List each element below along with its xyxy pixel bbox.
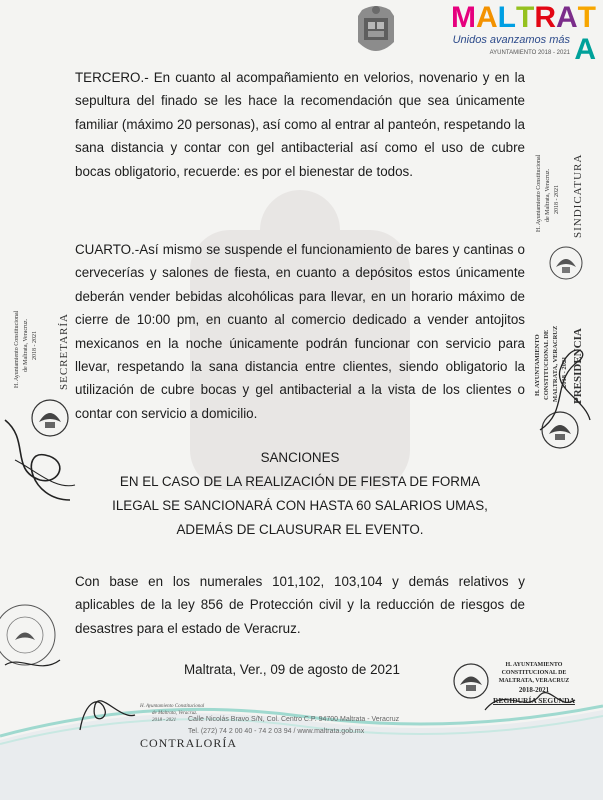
sanciones-line: EN EL CASO DE LA REALIZACIÓN DE FIESTA DE FORMA [119,474,481,489]
stamp-secretaria-text: de Maltrata, Veracruz. [23,318,29,372]
brand-letter: A [574,33,596,66]
footer-contact: Tel. (272) 74 2 00 40 - 74 2 03 94 / www.maltrata.gob.mx [188,728,365,735]
stamp-contraloria-text: 2018 - 2021 [152,718,177,723]
municipal-crest-icon [352,2,400,60]
stamp-sindicatura-text: de Maltrata, Veracruz. [545,168,551,222]
brand-letter: T [516,1,535,34]
stamp-contraloria-text: de Maltrata, Veracruz. [152,711,198,716]
sanciones-line: ILEGAL SE SANCIONARÁ CON HASTA 60 SALARIOS UMAS, [112,498,488,513]
brand-letter: L [497,1,516,34]
stamp-contraloria-dept: CONTRALORÍA [140,736,237,750]
brand-letter: T [577,1,596,34]
signature-mark [530,330,600,450]
stamp-presidencia-text: 2018 - 2021 [561,356,568,388]
footer-address: Calle Nicolás Bravo S/N, Col. Centro C.P. 94700 Maltrata - Veracruz [188,716,400,723]
brand-letter: M [451,1,476,34]
stamp-regiduria-text: H. AYUNTAMIENTO [505,662,563,668]
logo-period: AYUNTAMIENTO 2018 - 2021 [489,50,570,56]
stamp-presidencia-text: MALTRATA, VERACRUZ [552,325,559,402]
brand-letter: A [476,1,498,34]
stamp-regiduria-text: 2018-2021 [518,686,550,694]
stamp-presidencia-text: H. AYUNTAMIENTO [534,334,541,396]
stamp-regiduria-text: MALTRATA, VERACRUZ [498,678,570,684]
partial-seal-mark [0,585,70,685]
paragraph-cuarto: CUARTO.-Así mismo se suspende el funcionamiento de bares y cantinas o cervecerías y salones de fiesta, en cuanto a depósitos estos únicamente deberán vender bebidas alcohólicas para llevar, en un horario máximo de cierre de 10:00 pm, en cuanto al comercio dedicado a vender antojitos mexicanos en la noche únicamente podrán funcionar con servicio para llevar, respetando la sana distancia entre clientes, siendo obligatorio la utilización de cubre bocas y gel antibacterial a la vista de los clientes o contar con servicio a domicilio. [75,242,525,421]
sanciones-line: ADEMÁS DE CLAUSURAR EL EVENTO. [176,522,424,537]
stamp-sindicatura-text: H. Ayuntamiento Constitucional [536,154,542,232]
stamp-sindicatura-dept: SINDICATURA [572,153,584,238]
brand-letter: R [534,1,556,34]
stamp-secretaria-text: 2018 - 2021 [32,331,38,360]
document-date: Maltrata, Ver., 09 de agosto de 2021 [184,662,400,677]
eagle-seal-icon [548,245,584,281]
stamp-presidencia-dept: PRESIDENCIA [572,328,584,404]
signature-mark [70,690,140,740]
stamp-regiduria-text: CONSTITUCIONAL DE [501,670,567,676]
logo-slogan: Unidos avanzamos más [452,34,570,46]
paragraph-tercero: TERCERO.- En cuanto al acompañamiento en velorios, novenario y en la sepultura del finado se les hace la recomendación que sea únicamente familiar (máximo 20 personas), así como al entrar al panteón, respetando la sana distancia y contar con gel antibacterial así como el uso de cubre bocas obligatorio, recuerde: es por el bienestar de todos. [75,70,525,179]
signature-mark [0,400,80,510]
sanciones-heading: SANCIONES [260,450,340,465]
stamp-secretaria-text: H. Ayuntamiento Constitucional [14,310,20,388]
stamp-secretaria-dept: SECRETARÍA [58,313,70,390]
stamp-presidencia-text: CONSTITUCIONAL DE [543,329,550,400]
stamp-sindicatura-text: 2018 - 2021 [554,185,560,214]
stamp-contraloria-text: H. Ayuntamiento Constitucional [140,704,205,709]
paragraph-legal-basis: Con base en los numerales 101,102, 103,104 y demás relativos y aplicables de la ley 856 de Protección civil y la reducción de riesgos de desastres para el estado de Veracruz. [75,574,525,636]
stamp-regiduria-dept: REGIDURÍA SEGUNDA [493,696,575,705]
brand-letter: A [556,1,578,34]
